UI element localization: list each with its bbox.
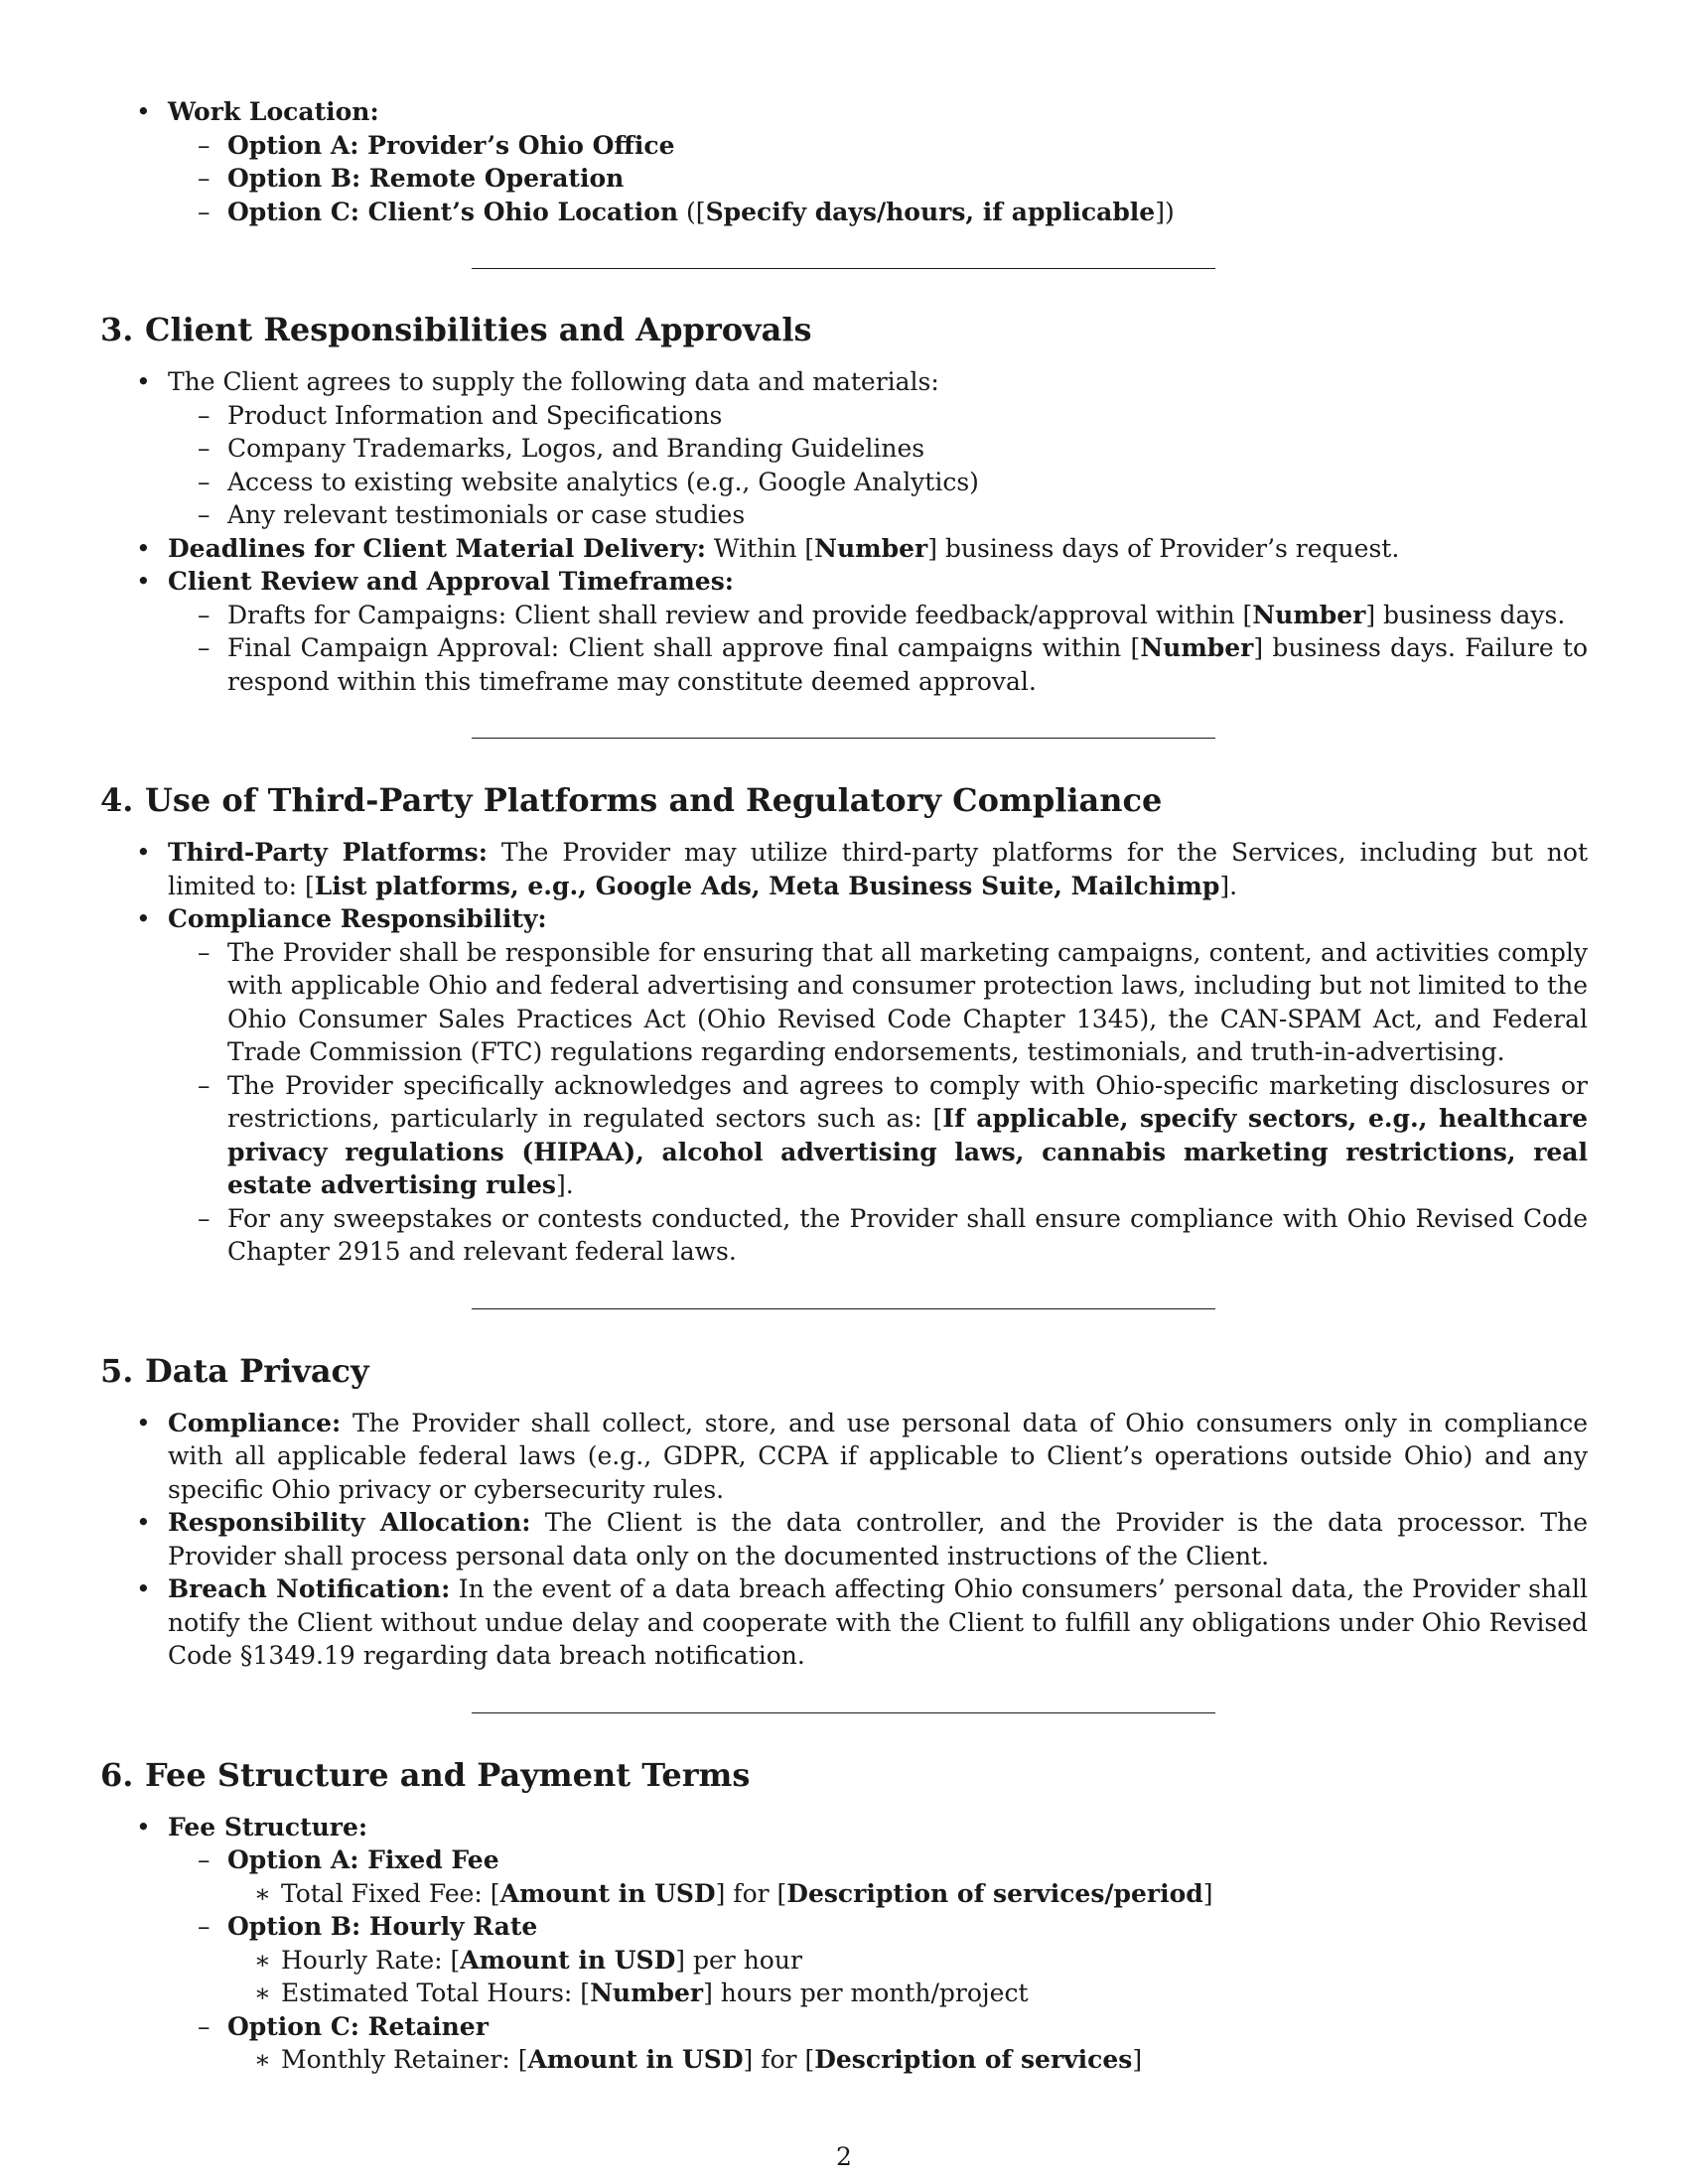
materials-intro: • The Client agrees to supply the following data and materials:	[100, 365, 1588, 399]
section-4-body	[100, 836, 1588, 1269]
page-number: 2	[836, 2142, 852, 2171]
drafts-item: – Drafts for Campaigns: Client shall review and provide feedback/approval within [Number] business days.	[100, 599, 1588, 632]
section-5-body	[100, 1407, 1588, 1673]
section-6-heading: 6. Fee Structure and Payment Terms	[100, 1755, 751, 1794]
section-3-body	[100, 365, 1588, 698]
section-divider	[472, 738, 1215, 739]
fee-option-b: – Option B: Hourly Rate	[100, 1910, 1588, 1944]
work-location-item: • Work Location:	[100, 95, 1588, 129]
compliance-clause: – The Provider specifically acknowledges and agrees to comply with Ohio-specific marketing disclosures or restrictions, particularly in regulated sectors such as: [If applicable, specify sectors, e.g., healthcare privacy regulations (HIPAA), alcohol advertising laws, cannabis marketing restrictions, real estate advertising rules].	[100, 1069, 1588, 1202]
section-3-heading: 3. Client Responsibilities and Approvals	[100, 311, 812, 348]
section-5-heading: 5. Data Privacy	[100, 1351, 369, 1390]
work-location-option-b: – Option B: Remote Operation	[100, 162, 1588, 196]
section-divider	[472, 1308, 1215, 1309]
page-content	[100, 95, 1588, 2077]
compliance-responsibility-item: • Compliance Responsibility:	[100, 902, 1588, 936]
work-location-option-c: – Option C: Client’s Ohio Location ([Specify days/hours, if applicable])	[100, 196, 1588, 229]
deadlines-item: • Deadlines for Client Material Delivery: Within [Number] business days of Provider’s request.	[100, 532, 1588, 566]
materials-item: – Any relevant testimonials or case studies	[100, 498, 1588, 532]
final-approval-item: – Final Campaign Approval: Client shall approve final campaigns within [Number] business days. Failure to respond within this timeframe may constitute deemed approval.	[100, 631, 1588, 698]
fixed-fee-line: ∗ Total Fixed Fee: [Amount in USD] for [Description of services/period]	[100, 1877, 1588, 1911]
breach-notification-item: • Breach Notification: In the event of a data breach affecting Ohio consumers’ personal data, the Provider shall notify the Client without undue delay and cooperate with the Client to fulfill any obligations under Ohio Revised Code §1349.19 regarding data breach notification.	[100, 1572, 1588, 1673]
materials-item: – Product Information and Specifications	[100, 399, 1588, 433]
section-6-body	[100, 1811, 1588, 2077]
retainer-line: ∗ Monthly Retainer: [Amount in USD] for [Description of services]	[100, 2043, 1588, 2077]
hourly-rate-line: ∗ Hourly Rate: [Amount in USD] per hour	[100, 1944, 1588, 1978]
materials-item: – Company Trademarks, Logos, and Branding Guidelines	[100, 432, 1588, 466]
materials-item: – Access to existing website analytics (e.g., Google Analytics)	[100, 466, 1588, 499]
compliance-clause: – The Provider shall be responsible for ensuring that all marketing campaigns, content, and activities comply with applicable Ohio and federal advertising and consumer protection laws, including but not limited to the Ohio Consumer Sales Practices Act (Ohio Revised Code Chapter 1345), the CAN-SPAM Act, and Federal Trade Commission (FTC) regulations regarding endorsements, testimonials, and truth-in-advertising.	[100, 936, 1588, 1069]
section-divider	[472, 268, 1215, 269]
compliance-clause: – For any sweepstakes or contests conducted, the Provider shall ensure compliance with Ohio Revised Code Chapter 2915 and relevant federal laws.	[100, 1202, 1588, 1269]
fee-structure-item: • Fee Structure:	[100, 1811, 1588, 1844]
third-party-platforms-item: • Third-Party Platforms: The Provider may utilize third-party platforms for the Services, including but not limited to: [List platforms, e.g., Google Ads, Meta Business Suite, Mailchimp].	[100, 836, 1588, 902]
fee-option-a: – Option A: Fixed Fee	[100, 1843, 1588, 1877]
responsibility-allocation-item: • Responsibility Allocation: The Client is the data controller, and the Provider is the data processor. The Provider shall process personal data only on the documented instructions of the Client.	[100, 1506, 1588, 1572]
work-location-option-a: – Option A: Provider’s Ohio Office	[100, 129, 1588, 163]
review-timeframes-item: • Client Review and Approval Timeframes:	[100, 565, 1588, 599]
section-divider	[472, 1712, 1215, 1713]
estimated-hours-line: ∗ Estimated Total Hours: [Number] hours per month/project	[100, 1977, 1588, 2010]
section-4-heading: 4. Use of Third-Party Platforms and Regulatory Compliance	[100, 781, 1163, 819]
fee-option-c: – Option C: Retainer	[100, 2010, 1588, 2044]
privacy-compliance-item: • Compliance: The Provider shall collect, store, and use personal data of Ohio consumers only in compliance with all applicable federal laws (e.g., GDPR, CCPA if applicable to Client’s operations outside Ohio) and any specific Ohio privacy or cybersecurity rules.	[100, 1407, 1588, 1507]
